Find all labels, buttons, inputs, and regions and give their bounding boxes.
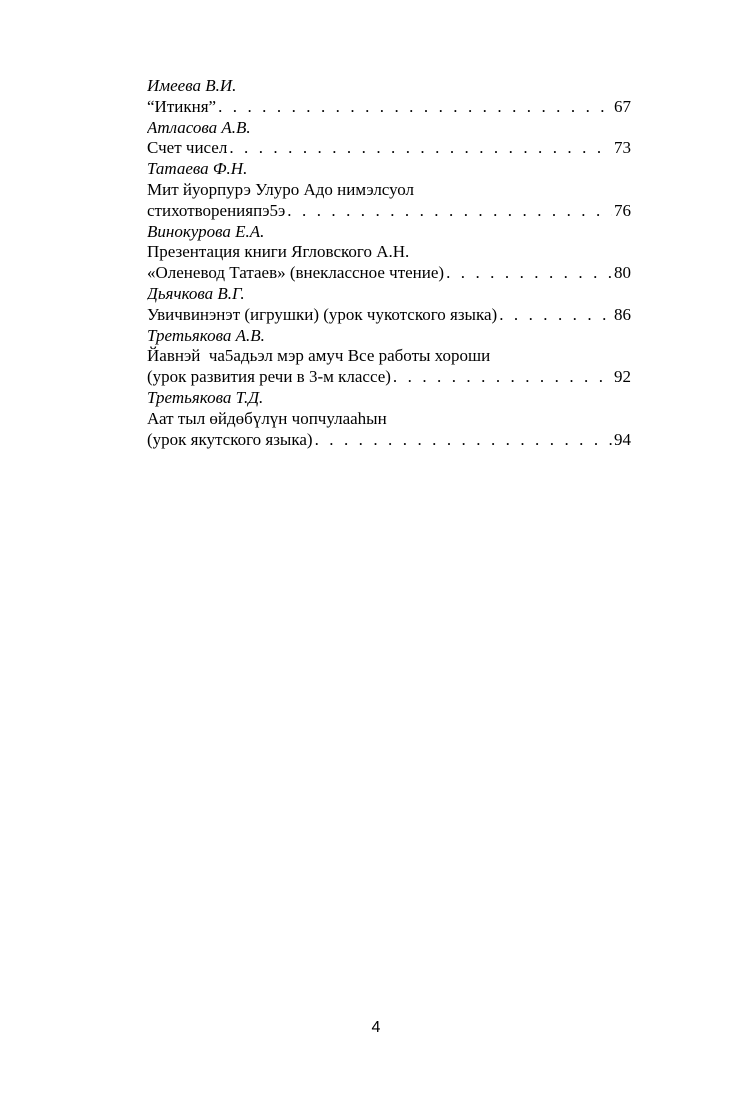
- entry-title-first-line: Презентация книги Ягловского А.Н.: [147, 242, 410, 262]
- entry-author: Имеева В.И.: [147, 76, 237, 95]
- entry-author: Татаева Ф.Н.: [147, 159, 248, 179]
- dot-leader: [499, 305, 612, 326]
- entry-title: «Оленевод Татаев» (внеклассное чтение): [147, 263, 445, 283]
- dot-leader: [446, 263, 612, 284]
- entry-author: Винокурова Е.А.: [147, 221, 265, 241]
- toc-entry: [147, 76, 631, 118]
- dot-leader: [218, 97, 612, 118]
- entry-title-first-line: Мит йуорпурэ Улуро Адо нимэлсуол: [147, 179, 414, 199]
- entry-title-line: [147, 430, 631, 451]
- entry-title: “Итикня”: [147, 96, 217, 116]
- entry-title: Увичвинэнэт (игрушки) (урок чукотского языка): [147, 304, 498, 324]
- dot-leader: [229, 138, 612, 159]
- entry-author: Третьякова Т.Д.: [147, 387, 264, 407]
- entry-page: 92: [614, 367, 631, 387]
- entry-page: 76: [614, 200, 631, 220]
- toc-entry: [147, 284, 631, 326]
- toc-entry: [147, 159, 631, 221]
- entry-title: (урок развития речи в 3-м классе): [147, 367, 391, 387]
- toc-entry: [147, 388, 631, 450]
- dot-leader: [315, 430, 612, 451]
- entry-title-line: [147, 305, 631, 326]
- toc-entry: [147, 118, 631, 160]
- dot-leader: [287, 201, 612, 222]
- entry-page: 73: [614, 138, 631, 158]
- table-of-contents: [147, 76, 631, 450]
- toc-entry: [147, 222, 631, 284]
- entry-title-line: [147, 201, 631, 222]
- entry-author: Атласова А.В.: [147, 117, 251, 137]
- entry-page: 80: [614, 263, 631, 283]
- entry-title: (урок якутского языка): [147, 429, 313, 449]
- entry-title-line: [147, 367, 631, 388]
- entry-title-line: [147, 97, 631, 118]
- entry-page: 94: [614, 429, 631, 449]
- entry-author: Дьячкова В.Г.: [147, 283, 245, 303]
- entry-page: 67: [614, 96, 631, 116]
- entry-page: 86: [614, 304, 631, 324]
- entry-author: Третьякова А.В.: [147, 325, 265, 345]
- entry-title: Счет чисел: [147, 138, 228, 158]
- entry-title-first-line: Йавнэй ча5адьэл мэр амуч Все работы хороши: [147, 346, 491, 366]
- entry-title-line: [147, 263, 631, 284]
- page-number: 4: [371, 1019, 381, 1036]
- entry-title-line: [147, 138, 631, 159]
- toc-entry: [147, 326, 631, 388]
- entry-title-first-line: Аат тыл өйдөбүлүн чопчулааһын: [147, 408, 387, 428]
- dot-leader: [393, 367, 612, 388]
- entry-title: стихотворенияпэ5э: [147, 200, 286, 220]
